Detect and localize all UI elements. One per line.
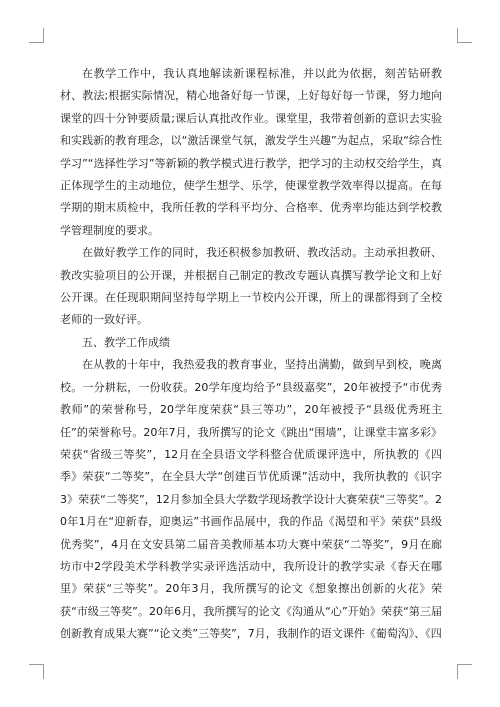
crop-mark-top-right [457,28,472,43]
crop-mark-bottom-right [457,664,472,679]
paragraph-achievements: 在从教的十年中，我热爱我的教育事业，坚持出满勤，做到早到校，晚离校。一分耕耘，一份收获。20学年度均给予“县级嘉奖”，20年被授予“市优秀教师”的荣誉称号，20学年度荣获“县三等功”，20年被授予“县级优秀班主任”的荣誉称号。20年7月，我所撰写的论文《跳出“围墙”，让课堂丰富多彩》荣获“省级三等奖”，12月在全县语文学科整合优质课评选中，所执教的《四季》荣获“二等奖”，在全县大学“创建百节优质课”活动中，我所执教的《识字3》荣获“二等奖”，12月参加全县大学数学现场教学设计大赛荣获“三等奖”。20年1月在“迎新春，迎奥运”书画作品展中，我的作品《渴望和平》荣获“县级优秀奖”，4月在文安县第二届音美教师基本功大赛中荣获“二等奖”，9月在廊坊市中2学段美术学科教学实录评选活动中，我所设计的教学实录《春天在哪里》荣获“三等奖”。20年3月，我所撰写的论文《想象擦出创新的火花》荣获“市级三等奖”。20年6月，我所撰写的论文《沟通从“心”开始》荣获“第三届创新教育成果大赛”“论文类”三等奖”，7月，我制作的语文课件《葡萄沟》、《四 [60,358,442,641]
document-body [60,63,442,646]
crop-mark-top-left [29,28,44,43]
paragraph-teaching-research: 在做好教学工作的同时，我还积极参加教研、教改活动。主动承担教研、教改实验项目的公开课，并根据自己制定的教改专题认真撰写教学论文和上好公开课。在任现职期间坚持每学期上一节校内公开课，所上的课都得到了全校老师的一致好评。 [60,246,442,327]
paragraph-teaching-work: 在教学工作中，我认真地解读新课程标准，并以此为依据，刻苦钻研教材、教法;根据实际情况，精心地备好每一节课，上好每好每一节课，努力地向课堂的四十分钟要质量;课后认真批改作业。课堂里，我带着创新的意识去实验和实践新的教育理念，以“激活课堂气氛，激发学生兴趣”为起点，采取“综合性学习”“选择性学习”等新颖的教学模式进行教学，把学习的主动权交给学生，真正体现学生的主动地位，使学生想学、乐学，使课堂教学效率得以提高。在每学期的期末质检中，我所任教的学科平均分、合格率、优秀率均能达到学校教学管理制度的要求。 [60,67,442,237]
crop-mark-bottom-left [29,664,44,679]
section-heading: 五、教学工作成绩 [82,335,170,349]
